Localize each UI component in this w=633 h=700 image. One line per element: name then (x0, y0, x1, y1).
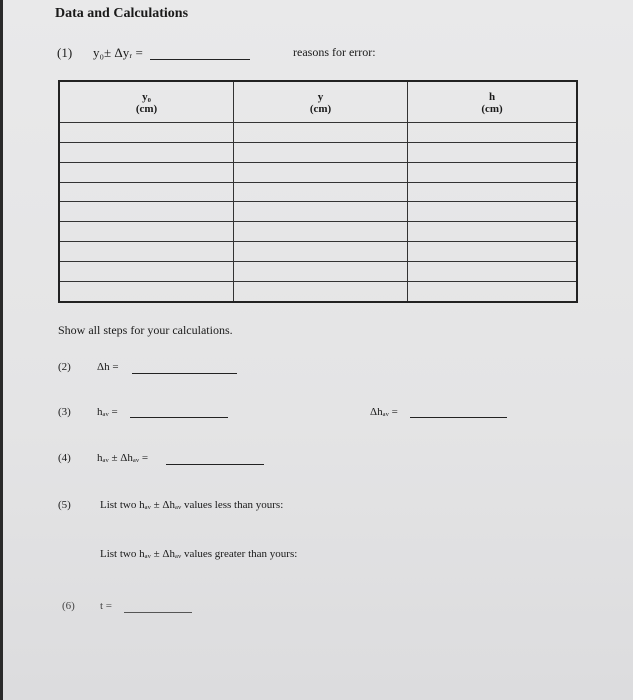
table-row (59, 262, 577, 282)
q6-answer-line[interactable] (124, 612, 192, 613)
q3-right-label: Δhₐᵥ = (370, 406, 398, 418)
q1-reasons-label: reasons for error: (293, 45, 376, 59)
table-cell[interactable] (408, 222, 578, 242)
header-y-unit: (cm) (234, 103, 408, 122)
q5-number: (5) (58, 499, 71, 511)
header-y0-symbol: y₀ (59, 81, 234, 103)
q3-number: (3) (58, 406, 71, 418)
q5-line1: List two hₐᵥ ± Δhₐᵥ values less than yours: (100, 499, 284, 511)
table-cell[interactable] (408, 262, 578, 282)
q1-number: (1) (57, 45, 73, 60)
q3-answer-line[interactable] (130, 417, 228, 418)
table-row (59, 281, 577, 302)
q2-label: Δh = (97, 361, 119, 373)
table-row (59, 202, 577, 222)
header-y0-unit: (cm) (59, 103, 234, 122)
table-row (59, 242, 577, 262)
table-cell[interactable] (234, 142, 408, 162)
table-cell[interactable] (408, 281, 578, 302)
header-h-symbol: h (408, 81, 578, 103)
q6-number: (6) (62, 600, 75, 612)
table-body (59, 122, 577, 302)
table-cell[interactable] (234, 182, 408, 202)
q3-right-answer-line[interactable] (410, 417, 507, 418)
q1-expression: y₀± Δyᵣ = (93, 45, 143, 60)
q4-label: hₐᵥ ± Δhₐᵥ = (97, 452, 149, 464)
table-cell[interactable] (59, 142, 234, 162)
section-title: Data and Calculations (55, 6, 189, 21)
photo-edge (0, 0, 3, 700)
table-cell[interactable] (408, 242, 578, 262)
table-cell[interactable] (59, 122, 234, 142)
table-cell[interactable] (234, 202, 408, 222)
table-row (59, 142, 577, 162)
table-cell[interactable] (408, 122, 578, 142)
table-cell[interactable] (408, 162, 578, 182)
table-row (59, 222, 577, 242)
table-cell[interactable] (234, 222, 408, 242)
q2-number: (2) (58, 361, 71, 373)
table-cell[interactable] (59, 242, 234, 262)
table-cell[interactable] (408, 202, 578, 222)
table-cell[interactable] (59, 202, 234, 222)
table-cell[interactable] (234, 162, 408, 182)
table-cell[interactable] (59, 262, 234, 282)
table-cell[interactable] (234, 242, 408, 262)
q2-answer-line[interactable] (132, 373, 237, 374)
table-cell[interactable] (59, 162, 234, 182)
table-cell[interactable] (59, 182, 234, 202)
q6-label: t = (100, 600, 113, 612)
table-cell[interactable] (408, 182, 578, 202)
q5-line2: List two hₐᵥ ± Δhₐᵥ values greater than yours: (100, 548, 298, 560)
table-row (59, 182, 577, 202)
instructions: Show all steps for your calculations. (58, 323, 233, 337)
q3-label: hₐᵥ = (97, 406, 118, 418)
data-table (58, 80, 578, 303)
table-cell[interactable] (408, 142, 578, 162)
table-row (59, 122, 577, 142)
table-cell[interactable] (234, 122, 408, 142)
table-cell[interactable] (59, 222, 234, 242)
table-row (59, 162, 577, 182)
q1-answer-line[interactable] (150, 59, 250, 60)
q4-number: (4) (58, 452, 71, 464)
table-cell[interactable] (234, 281, 408, 302)
q4-answer-line[interactable] (166, 464, 264, 465)
table-cell[interactable] (234, 262, 408, 282)
table-cell[interactable] (59, 281, 234, 302)
header-h-unit: (cm) (408, 103, 578, 122)
header-y-symbol: y (234, 81, 408, 103)
